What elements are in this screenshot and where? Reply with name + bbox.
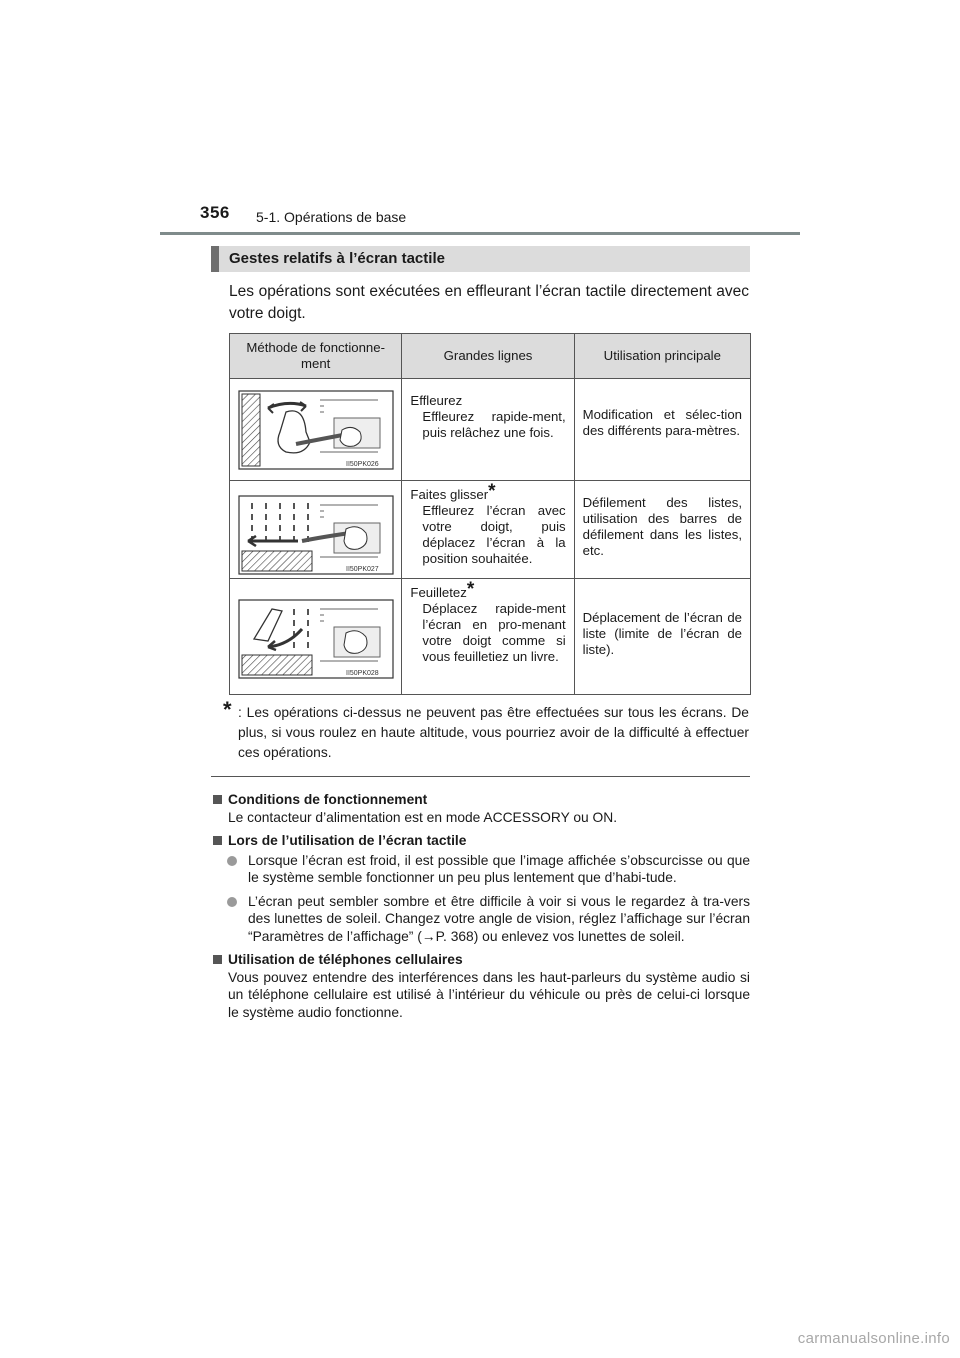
note-bullet: L’écran peut sembler sombre et être difficile à voir si vous le regardez à tra-vers des lunettes de soleil. Changez votre angle de vision, réglez l’affichage sur l’écran “Paramètres de l’affichage” (→P. 368) ou enlevez vos lunettes de soleil. (213, 893, 750, 946)
gesture-method-name: Effleurez (410, 393, 463, 408)
gesture-usage-cell (574, 481, 750, 579)
image-code: II50PK027 (346, 566, 379, 573)
footnote-asterisk: * (223, 697, 232, 722)
gesture-method-name: Feuilletez (410, 585, 467, 600)
intro-paragraph: Les opérations sont exécutées en effleurant l’écran tactile directement avec votre doigt. (229, 283, 749, 322)
drag-gesture-illustration (238, 495, 394, 575)
gesture-usage-cell (574, 379, 750, 481)
note-text: Vous pouvez entendre des interférences dans les haut-parleurs du système audio si un téléphone cellulaire est utilisé à l’intérieur du véhicule ou près de celui-ci lorsque le système audio fonctionne. (228, 969, 750, 1020)
column-header-outline: Grandes lignes (402, 334, 574, 379)
footnote (223, 697, 749, 763)
note-bullet: Lorsque l’écran est froid, il est possible que l’image affichée s’obscurcisse ou que le système semble fonctionner un peu plus lentement que d’habi-tude. (213, 852, 750, 887)
gesture-usage-text: Déplacement de l’écran de liste (limite de l’écran de liste). (582, 609, 742, 657)
tap-gesture-illustration (238, 390, 394, 470)
square-bullet-icon (213, 795, 222, 804)
column-header-method: Méthode de fonctionne-ment (230, 334, 402, 379)
footnote-text: : Les opérations ci-dessus ne peuvent pas être effectuées sur tous les écrans. De plus, si vous roulez en haute altitude, vous pourriez avoir de la difficulté à effectuer ces opérations. (238, 705, 749, 760)
gesture-outline-text: Déplacez rapide-ment l’écran en pro-menant votre doigt comme si vous feuilletiez un livre. (422, 601, 566, 664)
note-text: Le contacteur d’alimentation est en mode ACCESSORY ou ON. (228, 809, 618, 825)
gesture-outline-text: Effleurez l’écran avec votre doigt, puis déplacez l’écran à la position souhaitée. (422, 503, 566, 566)
notes-divider (211, 776, 750, 777)
note-heading: Utilisation de téléphones cellulaires (213, 951, 750, 969)
header-rule (160, 232, 800, 235)
asterisk-mark: * (488, 481, 496, 502)
table-row (230, 379, 751, 481)
gesture-usage-cell (574, 579, 750, 695)
square-bullet-icon (213, 836, 222, 845)
square-bullet-icon (213, 955, 222, 964)
gesture-outline-cell (402, 379, 574, 481)
gesture-outline-cell (402, 481, 574, 579)
gesture-illustration-cell (230, 379, 402, 481)
image-code: II50PK028 (346, 670, 379, 677)
note-heading: Lors de l’utilisation de l’écran tactile (213, 832, 750, 850)
column-header-usage: Utilisation principale (574, 334, 750, 379)
gesture-illustration-cell (230, 481, 402, 579)
gesture-usage-text: Défilement des listes, utilisation des barres de défilement dans les listes, etc. (582, 495, 742, 558)
gesture-outline-text: Effleurez rapide-ment, puis relâchez une fois. (422, 409, 566, 440)
gesture-illustration-cell (230, 579, 402, 695)
gestures-table (229, 333, 751, 695)
gesture-outline-cell (402, 579, 574, 695)
section-breadcrumb: 5-1. Opérations de base (256, 209, 407, 225)
table-row (230, 579, 751, 695)
table-row (230, 481, 751, 579)
page-number: 356 (200, 203, 230, 222)
flick-gesture-illustration (238, 599, 394, 679)
gesture-usage-text: Modification et sélec-tion des différents para-mètres. (582, 406, 742, 438)
circle-bullet-icon (227, 856, 237, 866)
notes-section (213, 785, 750, 1021)
section-title: Gestes relatifs à l’écran tactile (211, 246, 750, 272)
note-heading: Conditions de fonctionnement (213, 791, 750, 809)
asterisk-mark: * (466, 579, 475, 600)
image-code: II50PK026 (346, 461, 379, 468)
table-header-row (230, 334, 751, 379)
circle-bullet-icon (227, 897, 237, 907)
gesture-method-name: Faites glisser (410, 487, 489, 502)
watermark: carmanualsonline.info (797, 1330, 950, 1347)
